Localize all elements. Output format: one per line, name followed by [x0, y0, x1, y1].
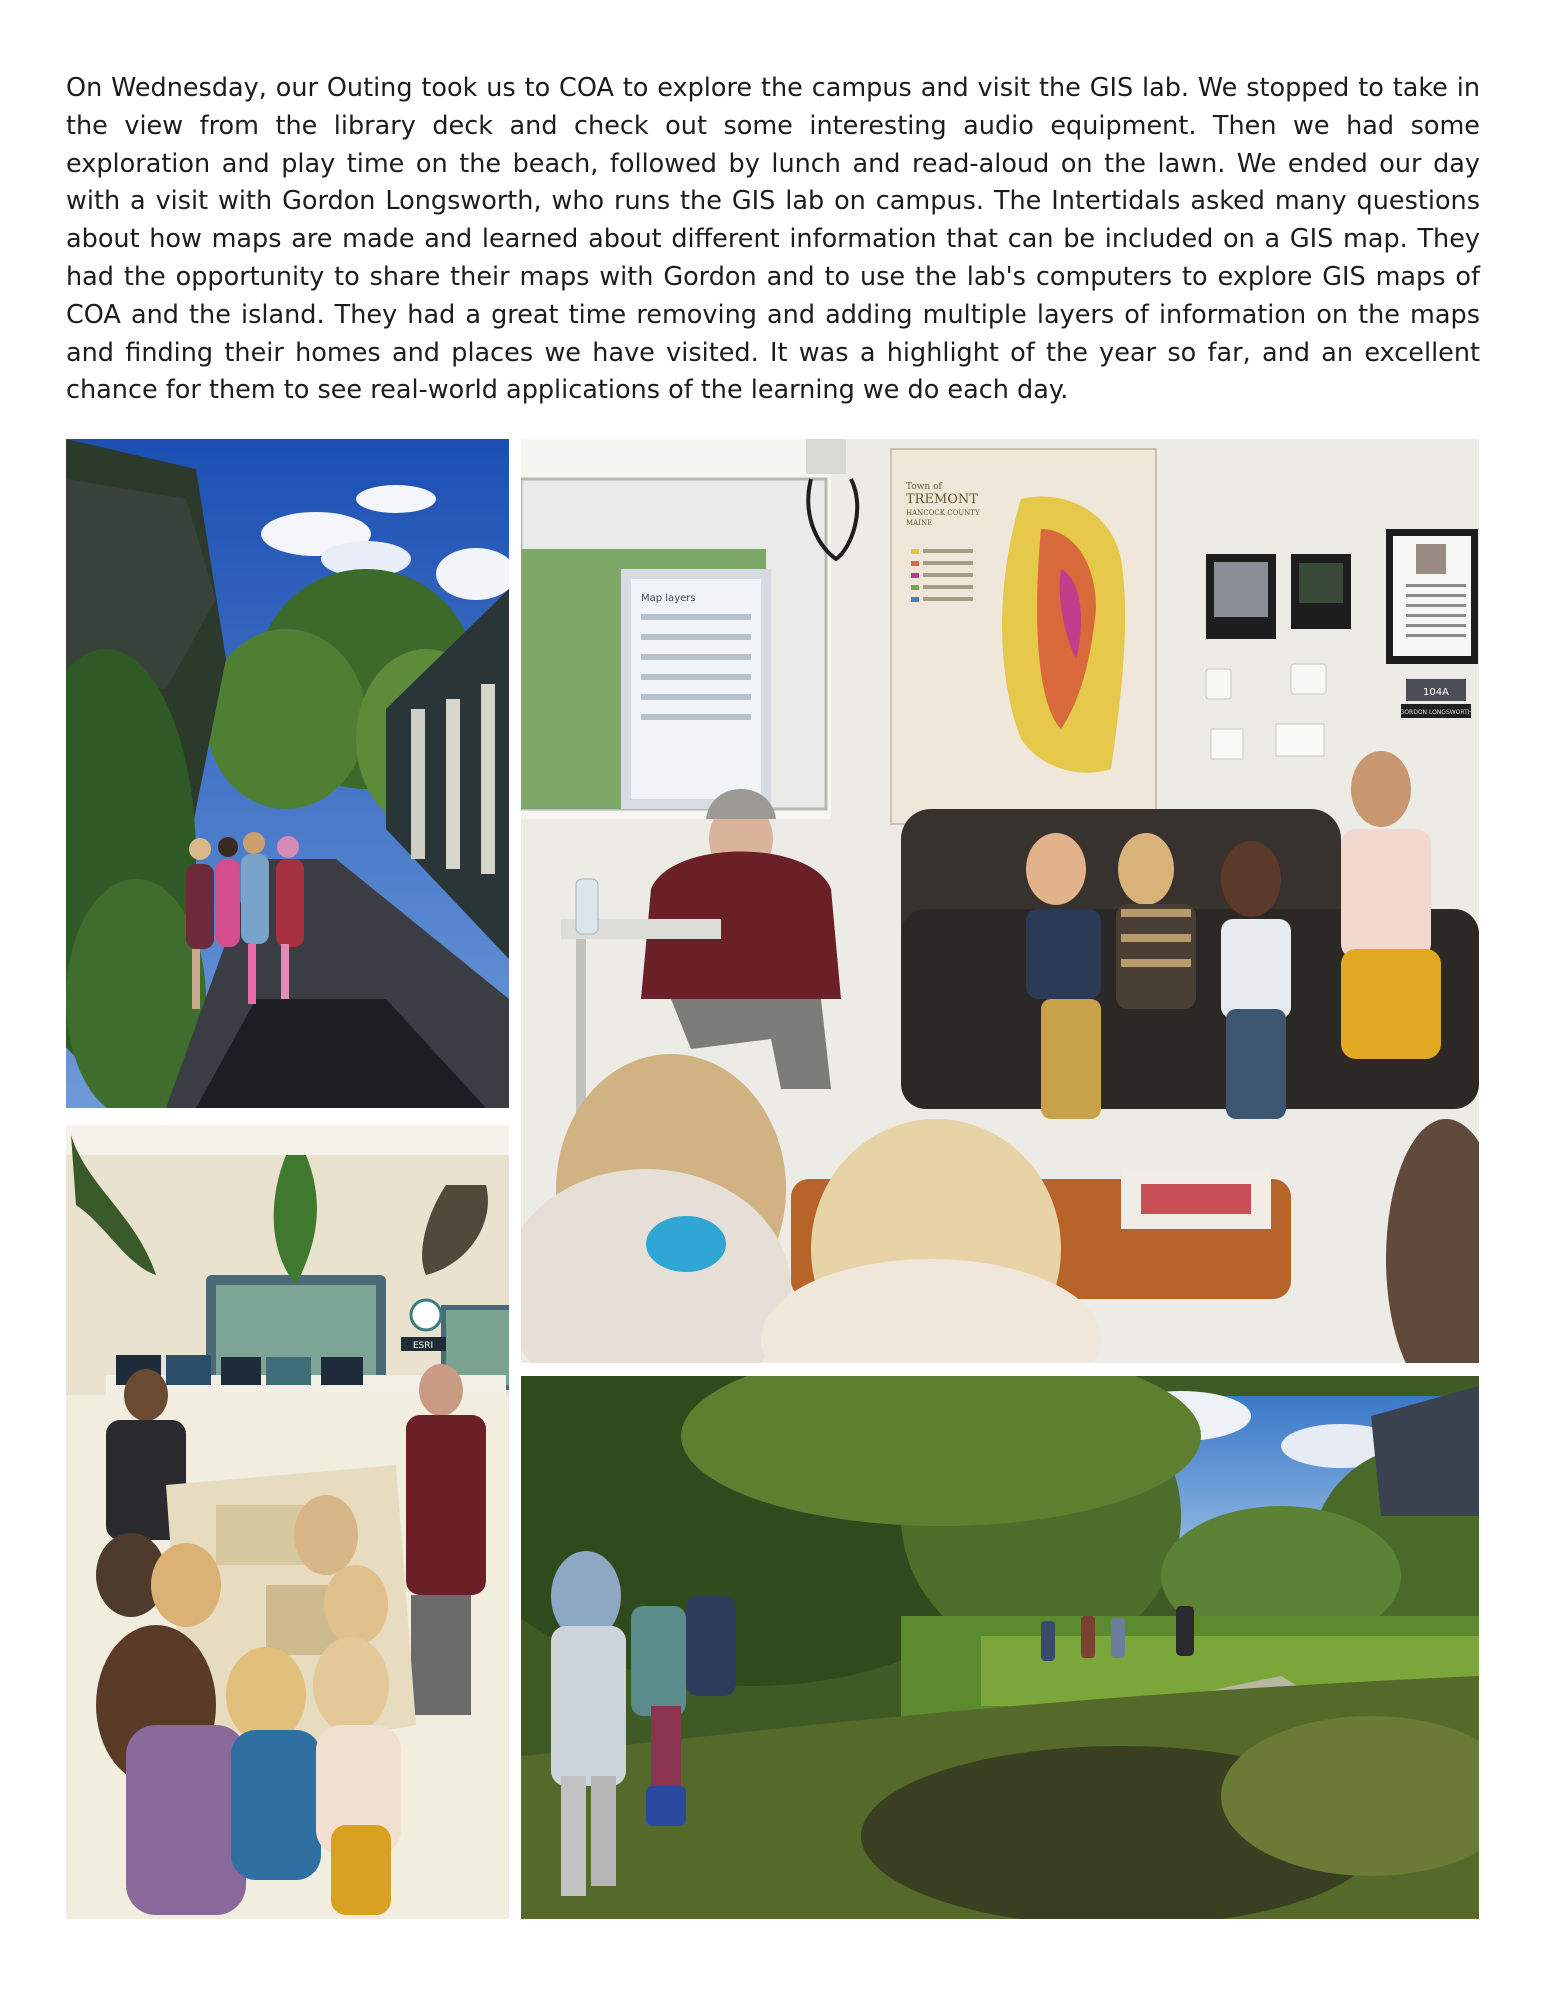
- screen-panel-title: Map layers: [641, 593, 696, 604]
- intro-paragraph: On Wednesday, our Outing took us to COA to explore the campus and visit the GIS lab. We stopped to take in the view from the library deck and check out some interesting audio equipment. Then we had some exploration and play time on the beach, followed by lunch and read-aloud on the lawn. We ended our day with a visit with Gordon Longsworth, who runs the GIS lab on campus. The Intertidals asked many questions about how maps are made and learned about different information that can be included on a GIS map. They had the opportunity to share their maps with Gordon and to use the lab's computers to explore GIS maps of COA and the island. They had a great time removing and adding multiple layers of information on the maps and finding their homes and places we have visited. It was a highlight of the year so far, and an excellent chance for them to see real-world applications of the learning we do each day.: [66, 73, 1480, 406]
- name-sign: GORDON LONGSWORTH: [1399, 709, 1473, 716]
- gis-lab-talk-photo: [521, 439, 1479, 1363]
- esri-sign: ESRI: [412, 1341, 434, 1351]
- trail-walk-photo: [521, 1376, 1479, 1919]
- map-title-line2: TREMONT: [906, 492, 978, 507]
- room-sign: 104A: [1423, 687, 1449, 698]
- map-title-line4: MAINE: [906, 519, 933, 527]
- computer-lab-photo: [66, 1125, 509, 1919]
- campus-walk-photo: [66, 439, 509, 1108]
- map-title-line3: HANCOCK COUNTY: [906, 509, 980, 517]
- map-title-line1: Town of: [906, 482, 942, 492]
